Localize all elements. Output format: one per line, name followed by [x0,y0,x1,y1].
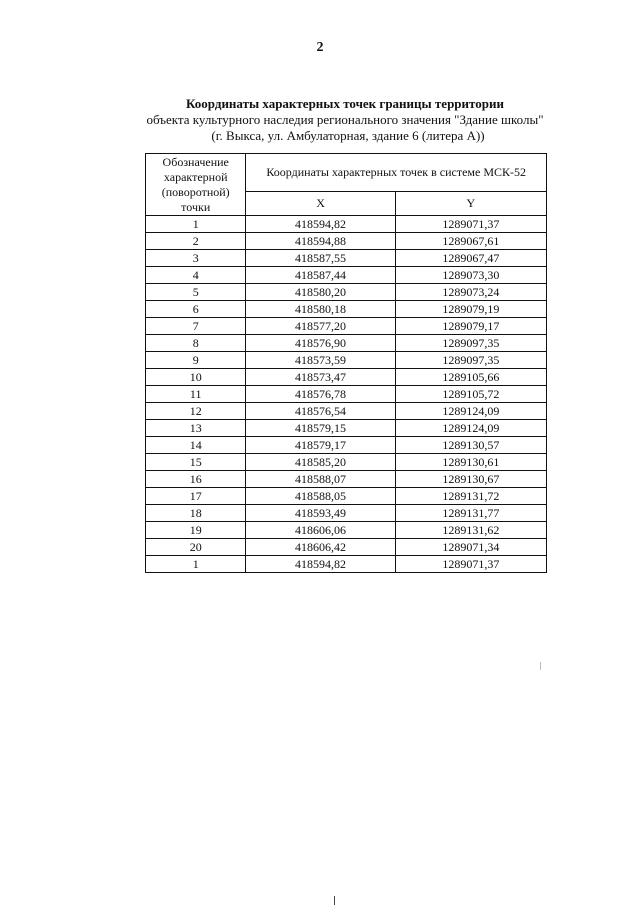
point-cell: 13 [146,420,246,437]
point-cell: 17 [146,488,246,505]
point-cell: 3 [146,250,246,267]
table-body [146,216,547,573]
x-cell: 418588,07 [246,471,395,488]
x-cell: 418576,78 [246,386,395,403]
title-line-1: Координаты характерных точек границы территории [186,96,504,111]
y-cell: 1289079,19 [395,301,546,318]
x-cell: 418594,82 [246,216,395,233]
x-cell: 418594,82 [246,556,395,573]
table-row [146,318,547,335]
y-cell: 1289124,09 [395,420,546,437]
table-row [146,437,547,454]
x-cell: 418606,06 [246,522,395,539]
point-cell: 10 [146,369,246,386]
point-cell: 1 [146,216,246,233]
title-line-2: объекта культурного наследия регионального значения "Здание школы" [146,112,544,127]
point-cell: 9 [146,352,246,369]
x-cell: 418593,49 [246,505,395,522]
y-cell: 1289105,66 [395,369,546,386]
y-cell: 1289067,61 [395,233,546,250]
header-point-designation: Обозначение характерной (поворотной) точки [146,154,246,216]
point-cell: 7 [146,318,246,335]
page-edge-mark [334,896,335,905]
y-cell: 1289130,61 [395,454,546,471]
x-cell: 418580,20 [246,284,395,301]
y-cell: 1289124,09 [395,403,546,420]
point-cell: 1 [146,556,246,573]
y-cell: 1289131,62 [395,522,546,539]
table-row [146,284,547,301]
header-x: X [246,192,395,216]
point-cell: 14 [146,437,246,454]
y-cell: 1289105,72 [395,386,546,403]
x-cell: 418585,20 [246,454,395,471]
point-cell: 15 [146,454,246,471]
header-y: Y [395,192,546,216]
x-cell: 418579,15 [246,420,395,437]
y-cell: 1289073,24 [395,284,546,301]
table-row [146,488,547,505]
table-row [146,352,547,369]
point-cell: 6 [146,301,246,318]
x-cell: 418606,42 [246,539,395,556]
y-cell: 1289071,34 [395,539,546,556]
header-coordinate-system: Координаты характерных точек в системе МСК-52 [246,154,547,192]
point-cell: 2 [146,233,246,250]
document-title [120,96,570,144]
table-row [146,471,547,488]
table-row [146,369,547,386]
y-cell: 1289131,77 [395,505,546,522]
point-cell: 20 [146,539,246,556]
x-cell: 418588,05 [246,488,395,505]
table-row [146,250,547,267]
x-cell: 418573,47 [246,369,395,386]
point-cell: 19 [146,522,246,539]
y-cell: 1289097,35 [395,335,546,352]
point-cell: 18 [146,505,246,522]
y-cell: 1289130,57 [395,437,546,454]
page-number: 2 [316,40,324,55]
y-cell: 1289073,30 [395,267,546,284]
table-row [146,522,547,539]
table-row [146,386,547,403]
table-row [146,454,547,471]
x-cell: 418594,88 [246,233,395,250]
x-cell: 418577,20 [246,318,395,335]
point-cell: 4 [146,267,246,284]
coordinates-table [145,153,547,573]
table-row [146,301,547,318]
y-cell: 1289097,35 [395,352,546,369]
x-cell: 418587,55 [246,250,395,267]
point-cell: 5 [146,284,246,301]
x-cell: 418587,44 [246,267,395,284]
table-row [146,267,547,284]
point-cell: 12 [146,403,246,420]
table-row [146,403,547,420]
y-cell: 1289067,47 [395,250,546,267]
table-row [146,556,547,573]
x-cell: 418576,54 [246,403,395,420]
x-cell: 418579,17 [246,437,395,454]
y-cell: 1289071,37 [395,216,546,233]
table-row [146,335,547,352]
x-cell: 418580,18 [246,301,395,318]
y-cell: 1289071,37 [395,556,546,573]
table-row [146,233,547,250]
point-cell: 8 [146,335,246,352]
x-cell: 418573,59 [246,352,395,369]
table-row [146,216,547,233]
y-cell: 1289131,72 [395,488,546,505]
title-line-3: (г. Выкса, ул. Амбулаторная, здание 6 (литера А)) [211,128,485,143]
point-cell: 11 [146,386,246,403]
y-cell: 1289079,17 [395,318,546,335]
table-row [146,539,547,556]
point-cell: 16 [146,471,246,488]
table-row [146,505,547,522]
y-cell: 1289130,67 [395,471,546,488]
scan-mark [540,662,541,670]
x-cell: 418576,90 [246,335,395,352]
table-row [146,420,547,437]
